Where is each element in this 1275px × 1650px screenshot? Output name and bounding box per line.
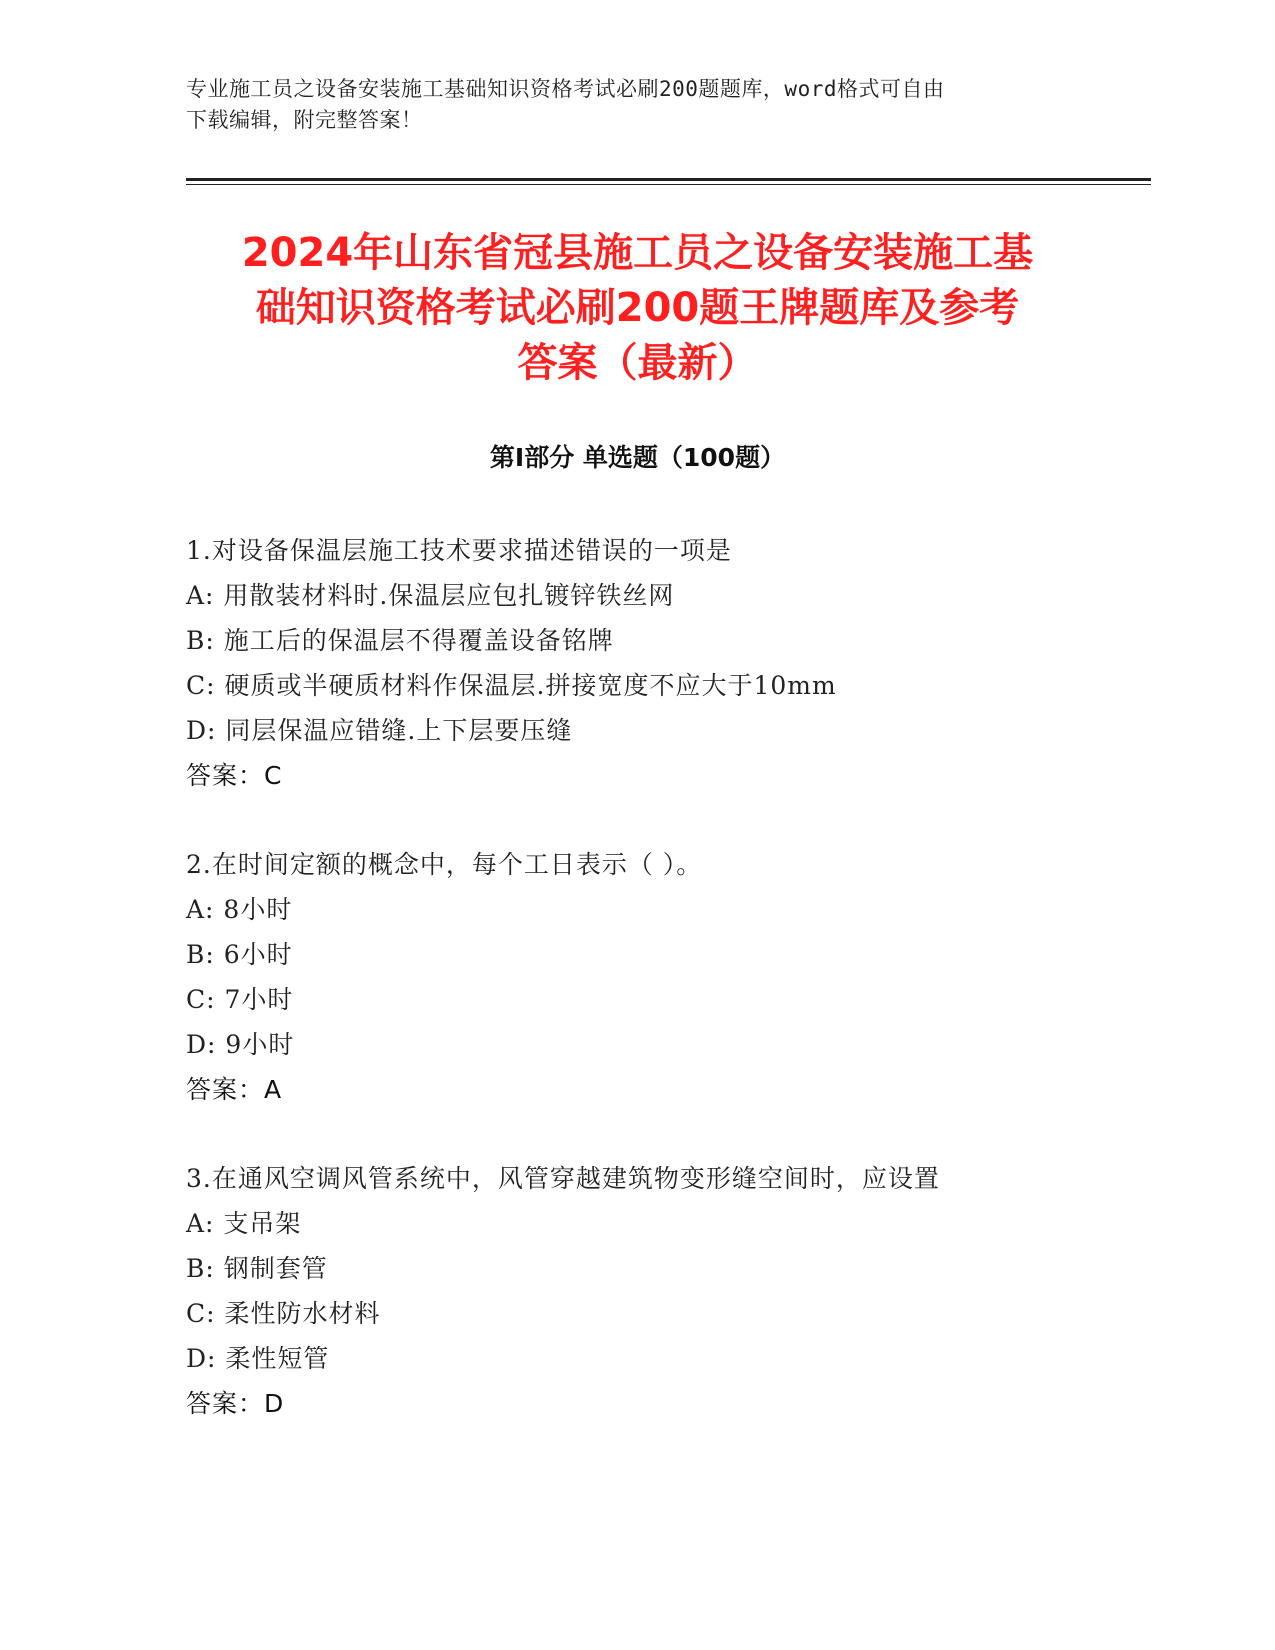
option-b: B: 施工后的保温层不得覆盖设备铭牌 — [186, 626, 614, 655]
question-stem: 2.在时间定额的概念中，每个工日表示（ ）。 — [186, 850, 703, 879]
option-a: A: 支吊架 — [186, 1209, 302, 1238]
title-line-1: 2024年山东省冠县施工员之设备安装施工基 — [241, 230, 1034, 276]
question-stem: 3.在通风空调风管系统中，风管穿越建筑物变形缝空间时，应设置 — [186, 1164, 940, 1193]
header-note — [186, 74, 1086, 136]
option-a: A: 用散装材料时.保温层应包扎镀锌铁丝网 — [186, 581, 675, 610]
header-note-line-2: 下载编辑，附完整答案！ — [186, 108, 423, 132]
header-divider-thick — [186, 178, 1151, 181]
option-c: C: 7小时 — [186, 985, 294, 1014]
document-title — [150, 226, 1125, 391]
option-a: A: 8小时 — [186, 895, 293, 924]
answer: 答案：A — [186, 1075, 283, 1104]
option-d: D: 9小时 — [186, 1030, 295, 1059]
answer: 答案：C — [186, 761, 283, 790]
header-note-line-1: 专业施工员之设备安装施工基础知识资格考试必刷200题题库，word格式可自由 — [186, 77, 945, 101]
answer: 答案：D — [186, 1389, 285, 1418]
header-divider-thin — [186, 184, 1151, 185]
option-b: B: 6小时 — [186, 940, 293, 969]
question-3 — [186, 1156, 1146, 1426]
option-c: C: 柔性防水材料 — [186, 1299, 381, 1328]
title-line-2: 础知识资格考试必刷200题王牌题库及参考 — [255, 285, 1020, 331]
question-2 — [186, 842, 1146, 1112]
option-d: D: 柔性短管 — [186, 1344, 330, 1373]
option-c: C: 硬质或半硬质材料作保温层.拼接宽度不应大于10mm — [186, 671, 837, 700]
question-list — [186, 528, 1146, 1470]
title-line-3: 答案（最新） — [517, 340, 758, 386]
question-1 — [186, 528, 1146, 798]
section-title: 第Ⅰ部分 单选题（100题） — [489, 443, 786, 472]
option-d: D: 同层保温应错缝.上下层要压缝 — [186, 716, 573, 745]
option-b: B: 钢制套管 — [186, 1254, 328, 1283]
question-stem: 1.对设备保温层施工技术要求描述错误的一项是 — [186, 536, 732, 565]
